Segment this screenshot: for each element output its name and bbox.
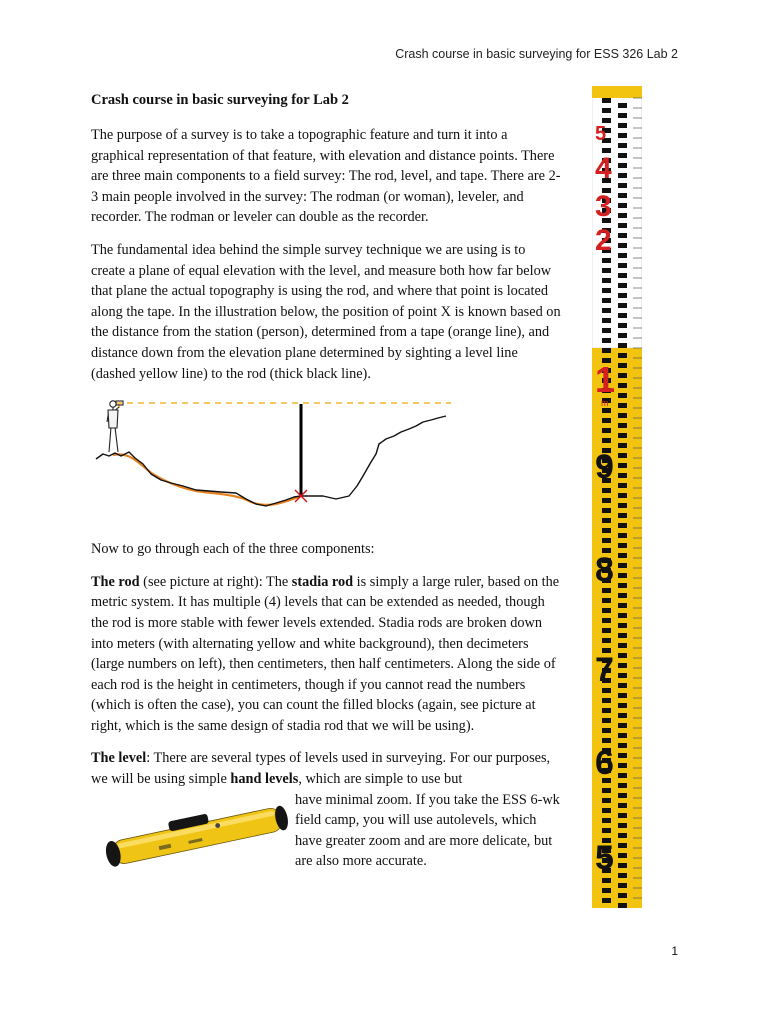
rod-cm-block — [618, 723, 627, 728]
rod-cm-block — [618, 553, 627, 558]
rod-decimeter-label: 5 — [595, 123, 607, 145]
rod-cm-block — [602, 538, 611, 543]
terrain-profile — [96, 416, 446, 506]
rod-cm-block — [618, 783, 627, 788]
rod-cm-block — [602, 418, 611, 423]
rod-cm-block — [618, 813, 627, 818]
rod-cm-block — [618, 603, 627, 608]
surveyor-figure — [107, 401, 123, 452]
stadia-rod-term: stadia rod — [291, 573, 354, 590]
rod-cm-block — [618, 583, 627, 588]
rod-cm-block — [618, 103, 627, 108]
rod-cm-block — [618, 183, 627, 188]
rod-cm-block — [618, 523, 627, 528]
rod-cm-block — [618, 893, 627, 898]
rod-cm-block — [618, 383, 627, 388]
rod-cm-block — [602, 808, 611, 813]
rod-decimeter-label: 5 — [595, 839, 614, 877]
idea-paragraph: The fundamental idea behind the simple survey technique we are using is to create a plane of equal elevation with the level, and measure both how far below that plane the actual topography is using the rod, and where that point is located along the tape. In the illustration below, the position of point X is known based on the distance from the station (person), determined from a tape (orange line), and distance down from the elevation plane determined by sighting a level line (dashed yellow line) to the rod (thick black line). — [91, 241, 561, 382]
rod-cm-block — [618, 493, 627, 498]
rod-cm-block — [602, 888, 611, 893]
rod-cm-block — [618, 283, 627, 288]
rod-cm-block — [618, 513, 627, 518]
rod-cm-block — [618, 143, 627, 148]
rod-cm-block — [602, 318, 611, 323]
rod-text-1: (see picture at right): The — [139, 573, 292, 590]
page-number: 1 — [671, 944, 678, 958]
rod-cm-block — [618, 803, 627, 808]
rod-cm-block — [618, 733, 627, 738]
rod-cm-block — [618, 433, 627, 438]
rod-cm-block — [602, 488, 611, 493]
rod-cm-block — [618, 613, 627, 618]
hand-levels-term: hand levels — [230, 771, 299, 788]
rod-cm-block — [602, 878, 611, 883]
rod-cm-block — [618, 463, 627, 468]
rod-cm-block — [618, 563, 627, 568]
rod-cm-block — [618, 213, 627, 218]
rod-cm-block — [618, 773, 627, 778]
rod-cm-block — [618, 683, 627, 688]
rod-text-2: is simply a large ruler, based on the metric system. It has multiple (4) levels that can be extended as needed, though the rod is more stable with fewer levels extended. Stadia rods are broken down into meters (with alternating yellow and white background), then decimeters (large numbers on left), then centimeters, then half centimeters. Along the side of each rod is the height in centimeters, though if you cannot read the numbers (which is often the case), you can count the filled blocks (again, see picture at right, which is the same design of stadia rod that we will be using). — [91, 573, 560, 734]
rod-cm-block — [618, 193, 627, 198]
rod-section-paragraph — [91, 572, 561, 737]
rod-cm-block — [618, 303, 627, 308]
rod-cm-block — [602, 328, 611, 333]
rod-decimeter-label: 4 — [595, 152, 612, 185]
rod-cm-block — [618, 253, 627, 258]
rod-cm-block — [602, 108, 611, 113]
rod-cm-block — [618, 113, 627, 118]
rod-cm-block — [618, 423, 627, 428]
level-text-1: : There are several types of levels used in surveying. For our purposes, we will be using simple — [91, 750, 551, 788]
rod-cm-block — [602, 738, 611, 743]
rod-cm-block — [602, 598, 611, 603]
rod-cm-block — [618, 823, 627, 828]
rod-cm-block — [618, 313, 627, 318]
rod-cm-block — [602, 298, 611, 303]
rod-cm-block — [618, 273, 627, 278]
document-body — [91, 92, 561, 872]
rod-cm-block — [602, 518, 611, 523]
rod-cm-block — [618, 703, 627, 708]
rod-cm-block — [602, 268, 611, 273]
rod-cm-block — [618, 333, 627, 338]
survey-illustration — [91, 396, 451, 511]
rod-cm-block — [618, 123, 627, 128]
rod-decimeter-label: 7 — [595, 651, 614, 689]
rod-decimeter-label: 1 — [595, 359, 616, 400]
rod-cm-block — [602, 288, 611, 293]
rod-heading: The rod — [91, 573, 140, 590]
rod-cm-block — [618, 173, 627, 178]
rod-decimeter-label: 3 — [595, 190, 612, 223]
rod-cm-block — [618, 743, 627, 748]
rod-cm-block — [602, 608, 611, 613]
rod-cm-block — [618, 533, 627, 538]
rod-cm-block — [602, 408, 611, 413]
rod-cm-block — [602, 898, 611, 903]
rod-cm-block — [618, 653, 627, 658]
rod-cm-block — [618, 693, 627, 698]
rod-cm-block — [602, 788, 611, 793]
rod-cm-block — [602, 628, 611, 633]
rod-cm-block — [618, 443, 627, 448]
rod-cm-block — [618, 793, 627, 798]
rod-cm-block — [618, 223, 627, 228]
rod-cm-block — [618, 843, 627, 848]
rod-cm-block — [602, 698, 611, 703]
rod-cm-block — [618, 293, 627, 298]
rod-cm-block — [618, 763, 627, 768]
rod-cm-block — [618, 473, 627, 478]
rod-cm-block — [618, 203, 627, 208]
document-title: Crash course in basic surveying for Lab 2 — [91, 92, 349, 108]
intro-paragraph: The purpose of a survey is to take a topographic feature and turn it into a graphical representation of that feature, with elevation and distance points. There are three main components to a field survey: The rod, level, and tape. There are 2-3 main people involved in the survey: The rodman (or woman), leveler, and recorder. The rodman or leveler can double as the recorder. — [91, 127, 561, 226]
rod-cm-block — [602, 638, 611, 643]
rod-cm-block — [602, 438, 611, 443]
rod-cm-block — [618, 713, 627, 718]
rod-cm-block — [618, 543, 627, 548]
rod-cm-block — [618, 343, 627, 348]
level-section — [91, 748, 561, 872]
level-intro-paragraph — [91, 748, 561, 789]
rod-cm-block — [618, 363, 627, 368]
level-text-2: , which are simple to use but — [298, 771, 463, 788]
running-header: Crash course in basic surveying for ESS 326 Lab 2 — [395, 47, 678, 61]
rod-cm-block — [602, 718, 611, 723]
rod-cm-block — [618, 233, 627, 238]
rod-cm-block — [618, 133, 627, 138]
rod-top-cap — [592, 86, 642, 98]
rod-cm-block — [618, 163, 627, 168]
rod-cm-block — [618, 833, 627, 838]
rod-cm-block — [618, 633, 627, 638]
rod-cm-block — [602, 618, 611, 623]
rod-cm-block — [602, 338, 611, 343]
rod-cm-block — [618, 863, 627, 868]
rod-cm-block — [618, 323, 627, 328]
rod-decimeter-label: 9 — [595, 448, 614, 486]
rod-cm-block — [618, 413, 627, 418]
rod-meter-unit: m — [601, 398, 609, 408]
rod-cm-block — [602, 828, 611, 833]
rod-decimeter-label: 8 — [595, 551, 614, 589]
rod-cm-block — [618, 663, 627, 668]
rod-cm-block — [618, 243, 627, 248]
rod-cm-block — [602, 278, 611, 283]
level-wrap-paragraph: have minimal zoom. If you take the ESS 6-wk field camp, you will use autolevels, which have greater zoom and are more delicate, but are also more accurate. — [295, 791, 560, 870]
stadia-rod-image — [592, 86, 642, 908]
rod-cm-block — [602, 498, 611, 503]
rod-decimeter-label: 2 — [595, 224, 612, 257]
rod-cm-block — [602, 508, 611, 513]
rod-cm-block — [618, 453, 627, 458]
rod-cm-block — [602, 728, 611, 733]
rod-decimeter-label: 6 — [595, 744, 614, 782]
rod-cm-block — [602, 258, 611, 263]
rod-cm-block — [618, 483, 627, 488]
rod-cm-block — [618, 643, 627, 648]
rod-cm-block — [602, 98, 611, 103]
rod-cm-block — [602, 428, 611, 433]
rod-cm-block — [618, 573, 627, 578]
rod-cm-block — [618, 153, 627, 158]
level-heading: The level — [91, 750, 147, 767]
rod-cm-block — [618, 503, 627, 508]
rod-cm-block — [618, 883, 627, 888]
components-intro: Now to go through each of the three components: — [91, 541, 375, 558]
rod-cm-block — [618, 353, 627, 358]
rod-cm-block — [602, 528, 611, 533]
rod-cm-block — [618, 403, 627, 408]
rod-cm-block — [618, 853, 627, 858]
rod-cm-block — [618, 873, 627, 878]
rod-cm-block — [618, 593, 627, 598]
rod-cm-block — [602, 798, 611, 803]
hand-level-image — [97, 800, 297, 868]
rod-cm-block — [618, 263, 627, 268]
rod-cm-block — [618, 753, 627, 758]
rod-cm-block — [618, 903, 627, 908]
rod-cm-block — [602, 708, 611, 713]
rod-cm-block — [618, 623, 627, 628]
rod-cm-block — [602, 308, 611, 313]
rod-cm-block — [602, 348, 611, 353]
rod-cm-block — [618, 673, 627, 678]
rod-cm-block — [618, 393, 627, 398]
rod-cm-block — [602, 818, 611, 823]
rod-cm-block — [618, 373, 627, 378]
